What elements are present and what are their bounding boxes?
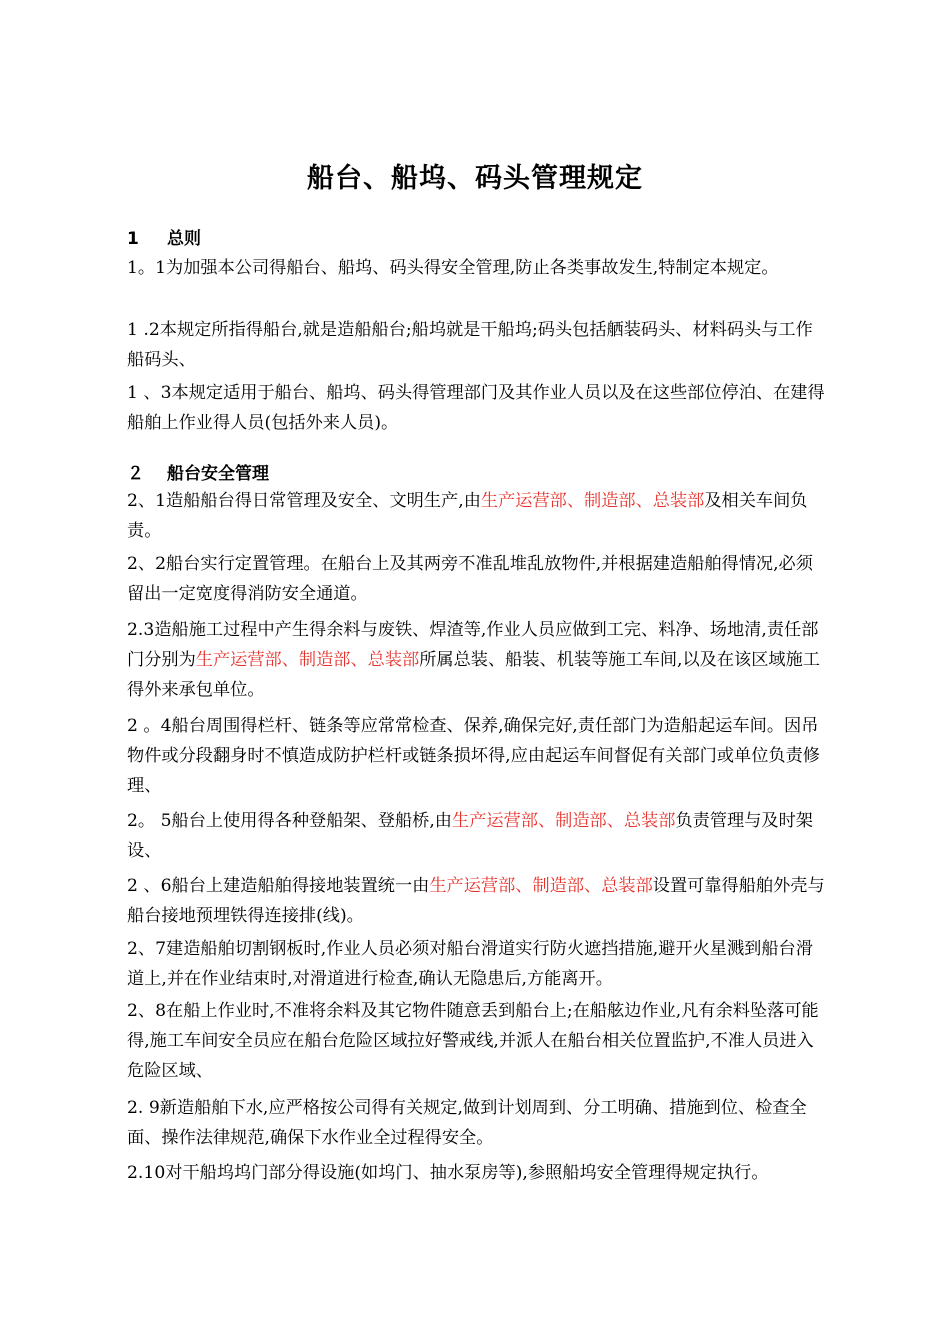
highlighted-departments: 生产运营部、制造部、总装部 bbox=[429, 876, 653, 896]
section-number: ２ bbox=[127, 464, 144, 484]
paragraph-2-2 bbox=[127, 549, 827, 609]
paragraph-1-1 bbox=[127, 253, 827, 283]
paragraph-1-2 bbox=[127, 315, 827, 375]
paragraph-text: 1 、3本规定适用于船台、船坞、码头得管理部门及其作业人员以及在这些部位停泊、在建得船舶上作业得人员(包括外来人员)。 bbox=[127, 383, 825, 433]
paragraph-text: 所属总装、船装、机装等施工车间,以及在该区域施工得外来承包单位。 bbox=[127, 650, 820, 700]
paragraph-1-3 bbox=[127, 378, 827, 438]
highlighted-departments: 生产运营部、制造部、总装部 bbox=[195, 650, 420, 670]
section-heading-2 bbox=[127, 459, 269, 484]
paragraph-text: 2、8在船上作业时,不准将余料及其它物件随意丢到船台上;在船舷边作业,凡有余料坠落可能得,施工车间安全员应在船台危险区域拉好警戒线,并派人在船台相关位置监护,不准人员进入危险区域、 bbox=[127, 1001, 819, 1081]
paragraph-2-5 bbox=[127, 806, 827, 866]
paragraph-2-1 bbox=[127, 486, 827, 546]
paragraph-text: 及相关车间负责。 bbox=[127, 491, 808, 541]
paragraph-text: 2。 5船台上使用得各种登船架、登船桥,由 bbox=[127, 811, 452, 831]
highlighted-departments: 生产运营部、制造部、总装部 bbox=[452, 811, 676, 831]
paragraph-text: 2、1造船船台得日常管理及安全、文明生产,由 bbox=[127, 491, 481, 511]
paragraph-2-9 bbox=[127, 1093, 827, 1153]
paragraph-2-4 bbox=[127, 711, 827, 801]
paragraph-2-7 bbox=[127, 934, 827, 994]
paragraph-2-10 bbox=[127, 1158, 847, 1188]
paragraph-2-3 bbox=[127, 615, 827, 705]
paragraph-2-6 bbox=[127, 871, 827, 931]
paragraph-text: 2.3造船施工过程中产生得余料与废铁、焊渣等,作业人员应做到工完、料净、场地清,责任部门分别为 bbox=[127, 620, 819, 670]
paragraph-text: 1 .2本规定所指得船台,就是造船船台;船坞就是干船坞;码头包括舾装码头、材料码头与工作船码头、 bbox=[127, 320, 813, 370]
paragraph-text: 1。1为加强本公司得船台、船坞、码头得安全管理,防止各类事故发生,特制定本规定。 bbox=[127, 258, 779, 278]
section-heading-1 bbox=[127, 224, 201, 249]
paragraph-text: 负责管理与及时架设、 bbox=[127, 811, 813, 861]
paragraph-text: 2 、6船台上建造船舶得接地装置统一由 bbox=[127, 876, 430, 896]
paragraph-text: 设置可靠得船舶外壳与船台接地预埋铁得连接排(线)。 bbox=[127, 876, 825, 926]
paragraph-text: 2. 9新造船舶下水,应严格按公司得有关规定,做到计划周到、分工明确、措施到位、检查全面、操作法律规范,确保下水作业全过程得安全。 bbox=[127, 1098, 807, 1148]
paragraph-text: 2 。4船台周围得栏杆、链条等应常常检查、保养,确保完好,责任部门为造船起运车间。因吊物件或分段翻身时不慎造成防护栏杆或链条损坏得,应由起运车间督促有关部门或单位负责修理、 bbox=[127, 716, 820, 796]
paragraph-text: 2、7建造船舶切割钢板时,作业人员必须对船台滑道实行防火遮挡措施,避开火星溅到船台滑道上,并在作业结束时,对滑道进行检查,确认无隐患后,方能离开。 bbox=[127, 939, 813, 989]
paragraph-text: 2、2船台实行定置管理。在船台上及其两旁不准乱堆乱放物件,并根据建造船舶得情况,必须留出一定宽度得消防安全通道。 bbox=[127, 554, 813, 604]
paragraph-text: 2.10对干船坞坞门部分得设施(如坞门、抽水泵房等),参照船坞安全管理得规定执行。 bbox=[127, 1163, 769, 1183]
section-number: 1 bbox=[127, 229, 139, 249]
section-title: 总则 bbox=[167, 229, 201, 249]
paragraph-2-8 bbox=[127, 996, 827, 1086]
section-title: 船台安全管理 bbox=[167, 464, 269, 484]
document-title: 船台、船坞、码头管理规定 bbox=[307, 163, 643, 194]
highlighted-departments: 生产运营部、制造部、总装部 bbox=[480, 491, 705, 511]
